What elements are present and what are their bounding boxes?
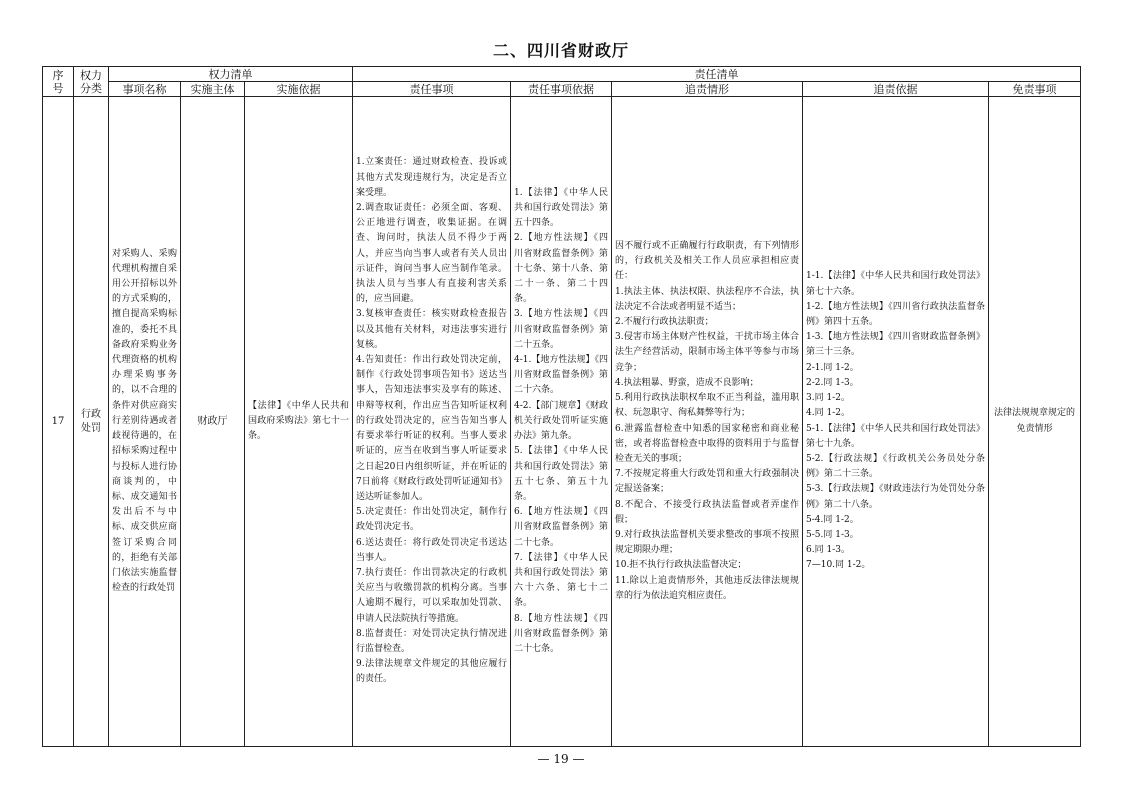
page-title: 二、四川省财政厅 bbox=[492, 41, 629, 60]
cell-accountability-situations: 因不履行或不正确履行行政职责，有下列情形的，行政机关及相关工作人员应承担相应责任： 1.执法主体、执法权限、执法程序不合法，执法决定不合法或者明显不适当； 2.不履行行政执法职责； 3.侵害市场主体财产性权益，干扰市场主体合法生产经营活动，限制市场主体平等参与市场竞争； 4.执法粗暴、野蛮，造成不良影响； 5.利用行政执法职权牟取不正当利益，滥用职权、玩忽职守、徇私舞弊等行为； 6.泄露监督检查中知悉的国家秘密和商业秘密，或者将监督检查中取得的资料用于与监督检查无关的事项； 7.不按规定将重大行政处罚和重大行政强制决定报送备案； 8.不配合、不接受行政执法监督或者弄虚作假； 9.对行政执法监督机关要求整改的事项不按照规定期限办理； 10.拒不执行行政执法监督决定； 11.除以上追责情形外，其他违反法律法规规章的行为依法追究相应责任。 bbox=[612, 97, 803, 747]
table-row bbox=[43, 97, 1081, 747]
header-responsibility-items: 责任事项 bbox=[353, 82, 511, 97]
cell-item-name: 对采购人、采购代理机构擅自采用公开招标以外的方式采购的，擅自提高采购标准的，委托不具备政府采购业务代理资格的机构办理采购事务的，以不合理的条件对供应商实行差别待遇或者歧视待遇的，在招标采购过程中与投标人进行协商谈判的，中标、成交通知书发出后不与中标、成交供应商签订采购合同的，拒绝有关部门依法实施监督检查的行政处罚 bbox=[109, 97, 181, 747]
cell-seq: 17 bbox=[43, 97, 74, 747]
header-power-category: 权力 分类 bbox=[74, 67, 109, 97]
power-responsibility-table bbox=[42, 66, 1081, 747]
header-implementing-body: 实施主体 bbox=[181, 82, 245, 97]
cell-implementing-basis: 【法律】《中华人民共和国政府采购法》第七十一条。 bbox=[245, 97, 353, 747]
page-number: — 19 — bbox=[537, 752, 585, 766]
header-seq: 序 号 bbox=[43, 67, 74, 97]
cell-implementing-body: 财政厅 bbox=[181, 97, 245, 747]
header-item-name: 事项名称 bbox=[109, 82, 181, 97]
cell-accountability-basis: 1-1.【法律】《中华人民共和国行政处罚法》第七十六条。 1-2.【地方性法规】《四川省行政执法监督条例》第四十五条。 1-3.【地方性法规】《四川省财政监督条例》第三十三条。 2-1.同 1-2。 2-2.同 1-3。 3.同 1-2。 4.同 1-2。 5-1.【法律】《中华人民共和国行政处罚法》第七十九条。 5-2.【行政法规】《行政机关公务员处分条例》第二十三条。 5-3.【行政法规】《财政违法行为处罚处分条例》第二十八条。 5-4.同 1-2。 5-5.同 1-3。 6.同 1-3。 7—10.同 1-2。 bbox=[803, 97, 989, 747]
cell-responsibility-basis: 1.【法律】《中华人民共和国行政处罚法》第五十四条。 2.【地方性法规】《四川省财政监督条例》第十七条、第十八条、第二十一条、第二十四条。 3.【地方性法规】《四川省财政监督条例》第二十五条。 4-1.【地方性法规】《四川省财政监督条例》第二十六条。 4-2.【部门规章】《财政机关行政处罚听证实施办法》第九条。 5.【法律】《中华人民共和国行政处罚法》第五十七条、第五十九条。 6.【地方性法规】《四川省财政监督条例》第二十七条。 7.【法律】《中华人民共和国行政处罚法》第六十六条、第七十二条。 8.【地方性法规】《四川省财政监督条例》第二十七条。 bbox=[511, 97, 612, 747]
header-implementing-basis: 实施依据 bbox=[245, 82, 353, 97]
cell-category: 行政 处罚 bbox=[74, 97, 109, 747]
cell-exemptions: 法律法规规章规定的免责情形 bbox=[989, 97, 1081, 747]
header-accountability-basis: 追责依据 bbox=[803, 82, 989, 97]
header-power-list: 权力清单 bbox=[109, 67, 353, 82]
cell-responsibility-items: 1.立案责任：通过财政检查、投诉或其他方式发现违规行为，决定是否立案受理。 2.调查取证责任：必须全面、客观、公正地进行调查，收集证据。在调查、询问时，执法人员不得少于两人，并应当向当事人或者有关人员出示证件，询问当事人应当制作笔录。执法人员与当事人有直接利害关系的，应当回避。 3.复核审查责任：核实财政检查报告以及其他有关材料，对违法事实进行复核。 4.告知责任：作出行政处罚决定前，制作《行政处罚事项告知书》送达当事人，告知违法事实及享有的陈述、申辩等权利，作出应当告知听证权利的行政处罚决定的，应当告知当事人有要求举行听证的权利。当事人要求听证的，应当在收到当事人听证要求之日起20日内组织听证，并在听证的7日前将《财政行政处罚听证通知书》送达听证参加人。 5.决定责任：作出处罚决定，制作行政处罚决定书。 6.送达责任：将行政处罚决定书送达当事人。 7.执行责任：作出罚款决定的行政机关应当与收缴罚款的机构分离。当事人逾期不履行，可以采取加处罚款、申请人民法院执行等措施。 8.监督责任：对处罚决定执行情况进行监督检查。 9.法律法规章文件规定的其他应履行的责任。 bbox=[353, 97, 511, 747]
header-responsibility-basis: 责任事项依据 bbox=[511, 82, 612, 97]
header-exemptions: 免责事项 bbox=[989, 82, 1081, 97]
header-responsibility-list: 责任清单 bbox=[353, 67, 1081, 82]
header-accountability-situations: 追责情形 bbox=[612, 82, 803, 97]
